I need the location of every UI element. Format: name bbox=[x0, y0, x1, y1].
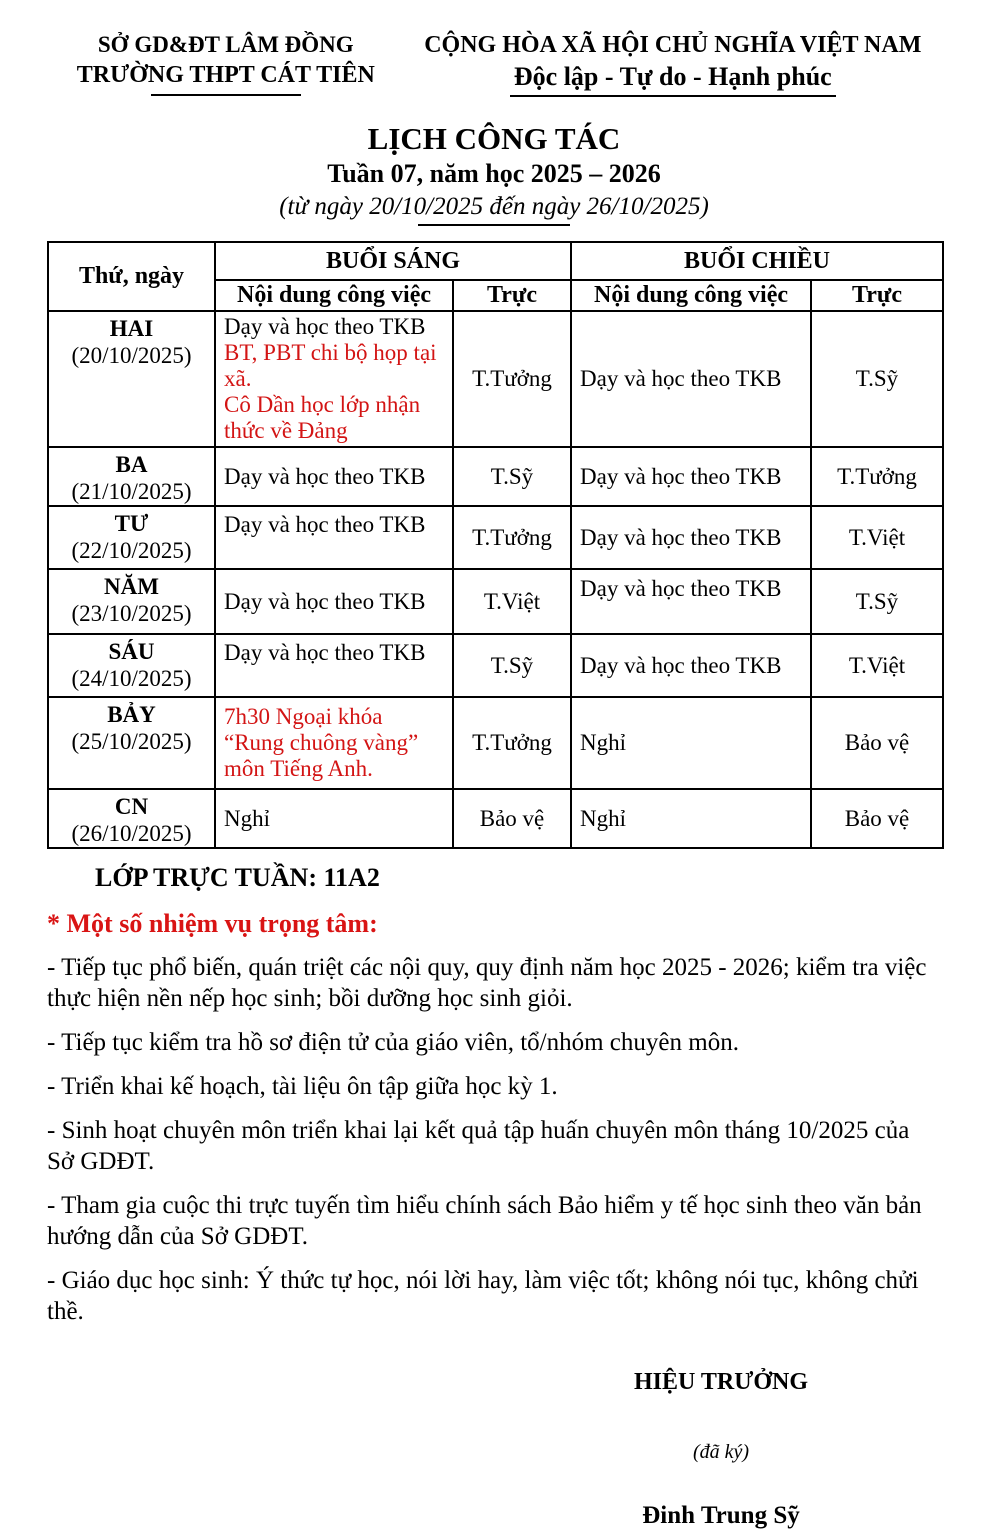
afternoon-content-cell bbox=[571, 697, 811, 789]
cell-line: Nghỉ bbox=[224, 805, 270, 831]
morning-duty-cell: T.Tưởng bbox=[453, 506, 571, 569]
column-header-morning-duty: Trực bbox=[453, 280, 571, 311]
column-header-morning-content: Nội dung công việc bbox=[215, 280, 453, 311]
cell-line bbox=[224, 538, 444, 564]
task-item: - Tham gia cuộc thi trực tuyến tìm hiểu chính sách Bảo hiểm y tế học sinh theo văn bản hướng dẫn của Sở GDĐT. bbox=[47, 1192, 922, 1250]
cell-line: Dạy và học theo TKB bbox=[580, 524, 782, 550]
cell-line bbox=[580, 602, 802, 628]
day-cell bbox=[48, 789, 215, 848]
signer-name: Đinh Trung Sỹ bbox=[642, 1502, 800, 1529]
morning-content-cell bbox=[215, 311, 453, 447]
cell-line: Dạy và học theo TKB bbox=[224, 639, 426, 665]
column-header-morning: BUỔI SÁNG bbox=[215, 242, 571, 280]
morning-duty-cell: T.Sỹ bbox=[453, 447, 571, 506]
afternoon-content-cell bbox=[571, 311, 811, 447]
cell-line: Nghỉ bbox=[580, 730, 626, 755]
day-date: (22/10/2025) bbox=[71, 538, 192, 563]
week-subtitle: Tuần 07, năm học 2025 – 2026 bbox=[327, 159, 661, 188]
day-cell bbox=[48, 506, 215, 569]
afternoon-duty-cell: T.Sỹ bbox=[811, 311, 943, 447]
national-motto: Độc lập - Tự do - Hạnh phúc bbox=[510, 60, 836, 97]
column-header-afternoon: BUỔI CHIỀU bbox=[571, 242, 943, 280]
afternoon-content-cell bbox=[571, 634, 811, 697]
cell-line: Cô Dần học lớp nhận thức về Đảng bbox=[224, 392, 421, 443]
afternoon-duty-cell: Bảo vệ bbox=[811, 697, 943, 789]
national-title: CỘNG HÒA XÃ HỘI CHỦ NGHĨA VIỆT NAM bbox=[424, 32, 922, 58]
key-tasks-heading: * Một số nhiệm vụ trọng tâm: bbox=[47, 909, 378, 938]
afternoon-duty-cell: T.Việt bbox=[811, 506, 943, 569]
day-name: BẢY bbox=[107, 702, 156, 727]
task-item: - Giáo dục học sinh: Ý thức tự học, nói lời hay, làm việc tốt; không nói tục, không chửi thề. bbox=[47, 1267, 919, 1325]
morning-content-cell bbox=[215, 569, 453, 634]
cell-line: Dạy và học theo TKB bbox=[224, 463, 426, 489]
header-row-sessions bbox=[48, 242, 943, 280]
day-date: (26/10/2025) bbox=[71, 821, 192, 846]
day-date: (25/10/2025) bbox=[71, 729, 192, 754]
cell-line bbox=[224, 666, 444, 692]
afternoon-content-cell bbox=[571, 506, 811, 569]
column-header-afternoon-duty: Trực bbox=[811, 280, 943, 311]
org-department: SỞ GD&ĐT LÂM ĐỒNG bbox=[97, 32, 354, 57]
signer-role: HIỆU TRƯỞNG bbox=[633, 1369, 809, 1395]
class-on-duty: LỚP TRỰC TUẦN: 11A2 bbox=[95, 863, 380, 892]
day-cell bbox=[48, 311, 215, 447]
day-name: BA bbox=[115, 452, 148, 477]
table-row bbox=[48, 789, 943, 848]
column-header-day: Thứ, ngày bbox=[48, 242, 215, 311]
morning-duty-cell: T.Sỹ bbox=[453, 634, 571, 697]
table-row bbox=[48, 447, 943, 506]
task-item: - Sinh hoạt chuyên môn triển khai lại kết quả tập huấn chuyên môn tháng 10/2025 của Sở GDĐT. bbox=[47, 1117, 910, 1175]
morning-duty-cell: Bảo vệ bbox=[453, 789, 571, 848]
day-cell bbox=[48, 697, 215, 789]
title-block bbox=[47, 121, 941, 226]
day-date: (21/10/2025) bbox=[71, 479, 192, 504]
table-row bbox=[48, 569, 943, 634]
column-header-afternoon-content: Nội dung công việc bbox=[571, 280, 811, 311]
day-name: NĂM bbox=[104, 574, 159, 599]
afternoon-duty-cell: T.Việt bbox=[811, 634, 943, 697]
signed-note: (đã ký) bbox=[692, 1441, 750, 1463]
afternoon-content-cell bbox=[571, 789, 811, 848]
schedule-table-head bbox=[48, 242, 943, 311]
org-school: TRƯỜNG THPT CÁT TIÊN bbox=[76, 62, 375, 88]
morning-duty-cell: T.Tưởng bbox=[453, 311, 571, 447]
document-title: LỊCH CÔNG TÁC bbox=[367, 121, 621, 156]
cell-line: Dạy và học theo TKB bbox=[224, 511, 426, 537]
schedule-table-body bbox=[48, 311, 943, 848]
day-date: (24/10/2025) bbox=[71, 666, 192, 691]
day-cell bbox=[48, 634, 215, 697]
task-item: - Triển khai kế hoạch, tài liệu ôn tập giữa học kỳ 1. bbox=[47, 1073, 558, 1100]
afternoon-duty-cell: Bảo vệ bbox=[811, 789, 943, 848]
day-date: (20/10/2025) bbox=[71, 343, 192, 368]
morning-duty-cell: T.Tưởng bbox=[453, 697, 571, 789]
morning-content-cell bbox=[215, 697, 453, 789]
cell-line: Dạy và học theo TKB bbox=[580, 366, 782, 391]
day-name: HAI bbox=[109, 316, 154, 341]
morning-content-cell bbox=[215, 447, 453, 506]
day-name: CN bbox=[114, 794, 149, 819]
task-item: - Tiếp tục phổ biến, quán triệt các nội quy, quy định năm học 2025 - 2026; kiểm tra việc thực hiện nền nếp học sinh; bồi dưỡng học sinh giỏi. bbox=[47, 954, 927, 1012]
national-header bbox=[47, 30, 941, 97]
afternoon-duty-cell: T.Sỹ bbox=[811, 569, 943, 634]
day-name: SÁU bbox=[108, 639, 155, 664]
table-row bbox=[48, 506, 943, 569]
day-cell bbox=[48, 447, 215, 506]
cell-line: Nghỉ bbox=[580, 805, 626, 831]
morning-content-cell bbox=[215, 506, 453, 569]
date-range: (từ ngày 20/10/2025 đến ngày 26/10/2025) bbox=[279, 193, 709, 220]
cell-line: BT, PBT chi bộ họp tại xã. bbox=[224, 340, 437, 391]
table-row bbox=[48, 697, 943, 789]
key-tasks-list bbox=[47, 952, 941, 1327]
signature-block bbox=[551, 1369, 891, 1530]
morning-duty-cell: T.Việt bbox=[453, 569, 571, 634]
afternoon-content-cell bbox=[571, 447, 811, 506]
cell-line: Dạy và học theo TKB bbox=[580, 575, 782, 601]
morning-content-cell bbox=[215, 634, 453, 697]
issuing-org-block bbox=[47, 30, 405, 96]
cell-line: Dạy và học theo TKB bbox=[580, 463, 782, 489]
cell-line: Dạy và học theo TKB bbox=[580, 652, 782, 678]
cell-line: Dạy và học theo TKB bbox=[224, 314, 426, 339]
day-cell bbox=[48, 569, 215, 634]
table-row bbox=[48, 634, 943, 697]
day-date: (23/10/2025) bbox=[71, 601, 192, 626]
org-underline-rule bbox=[151, 94, 301, 96]
task-item: - Tiếp tục kiểm tra hồ sơ điện tử của giáo viên, tổ/nhóm chuyên môn. bbox=[47, 1029, 739, 1056]
morning-content-cell bbox=[215, 789, 453, 848]
afternoon-content-cell bbox=[571, 569, 811, 634]
cell-line: 7h30 Ngoại khóa “Rung chuông vàng” môn Tiếng Anh. bbox=[224, 704, 419, 781]
table-row bbox=[48, 311, 943, 447]
cell-line: Dạy và học theo TKB bbox=[224, 588, 426, 614]
afternoon-duty-cell: T.Tưởng bbox=[811, 447, 943, 506]
national-motto-block bbox=[405, 30, 941, 97]
schedule-table bbox=[47, 241, 944, 849]
date-range-underline-rule bbox=[418, 224, 570, 226]
day-name: TƯ bbox=[114, 511, 149, 536]
